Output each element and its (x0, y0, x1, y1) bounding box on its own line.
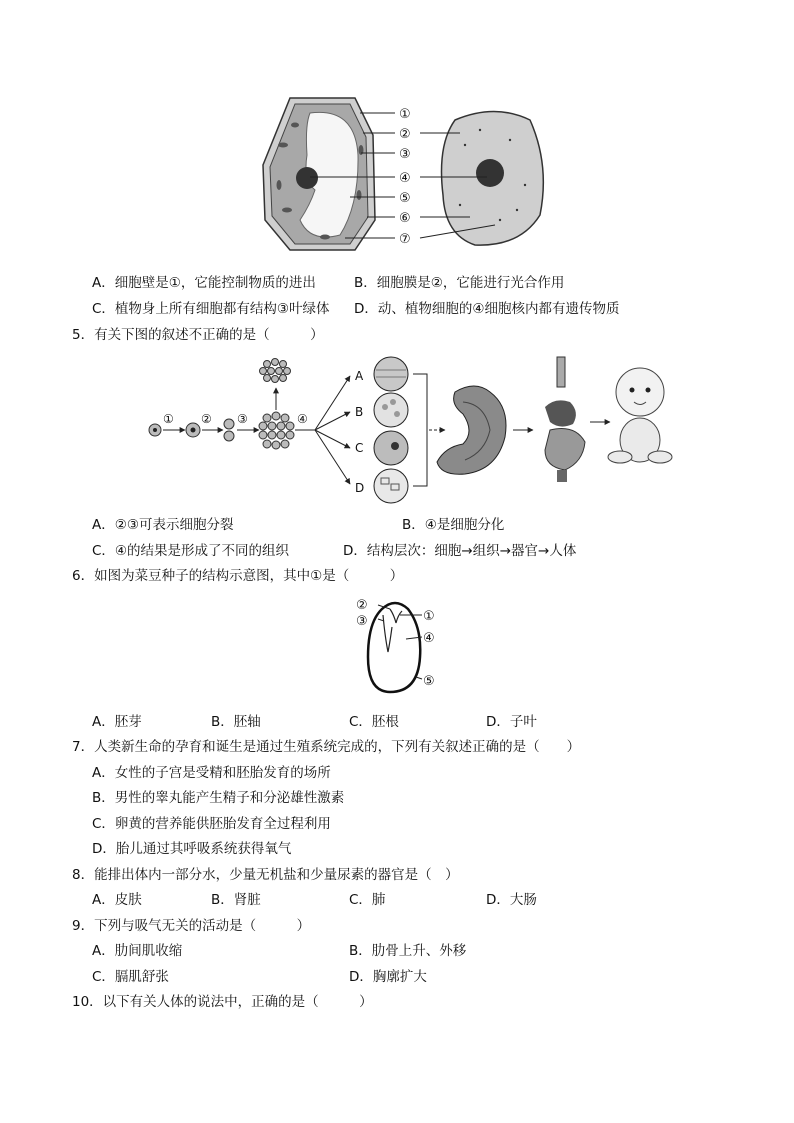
seed-label-5: ⑤ (423, 674, 435, 689)
arrow (315, 376, 350, 430)
q8-option-a: A．皮肤 (92, 892, 142, 908)
cytoplasm-dot (499, 219, 501, 221)
branch-label-a: A (355, 369, 364, 383)
tissue-c (374, 431, 408, 465)
cell-label-4: ④ (399, 171, 411, 186)
q5-option-a: A．②③可表示细胞分裂 (92, 517, 234, 533)
cell-label-5: ⑤ (399, 191, 411, 206)
cytoplasm-dot (479, 129, 481, 131)
cytoplasm-dot (509, 139, 511, 141)
arrow (315, 430, 350, 484)
two-cells (224, 431, 234, 441)
q10-stem: 10．以下有关人体的说法中，正确的是（ ） (72, 994, 373, 1010)
q7-option-a: A．女性的子宫是受精和胚胎发育的场所 (92, 765, 331, 781)
q7-stem: 7．人类新生命的孕育和诞生是通过生殖系统完成的，下列有关叙述正确的是（ ） (72, 739, 581, 755)
baby-figure (608, 368, 672, 463)
q5-stem: 5．有关下图的叙述不正确的是（ ） (72, 327, 324, 343)
two-cells (224, 419, 234, 429)
q4-option-d: D．动、植物细胞的④细胞核内都有遗传物质 (354, 301, 620, 317)
cytoplasm-dot (516, 209, 518, 211)
digestive-system (545, 357, 585, 482)
q5-option-b: B．④是细胞分化 (402, 517, 505, 533)
tissue-texture (390, 399, 396, 405)
cell-label-7: ⑦ (399, 232, 411, 247)
q4-option-c: C．植物身上所有细胞都有结构③叶绿体 (92, 301, 330, 317)
cytoplasm-dot (464, 144, 466, 146)
seed-label-3: ③ (356, 614, 368, 629)
q7-option-d: D．胎儿通过其呼吸系统获得氧气 (92, 841, 292, 857)
tissue-b (374, 393, 408, 427)
tissue-texture (382, 404, 388, 410)
chloroplast (320, 235, 330, 240)
seed-label-4: ④ (423, 631, 435, 646)
cell-cluster (259, 412, 294, 449)
q9-option-a: A．肋间肌收缩 (92, 943, 183, 959)
embryo-bud (390, 609, 402, 623)
cell-comparison-figure (255, 95, 555, 255)
tissue-texture (394, 411, 400, 417)
q6-option-a: A．胚芽 (92, 714, 142, 730)
q6-option-c: C．胚根 (349, 714, 399, 730)
step-label-4: ④ (297, 412, 308, 426)
chloroplast (282, 208, 292, 213)
cytoplasm-dot (459, 204, 461, 206)
q6-option-b: B．胚轴 (211, 714, 261, 730)
q6-stem: 6．如图为菜豆种子的结构示意图，其中①是（ ） (72, 568, 404, 584)
step-label-3: ③ (237, 412, 248, 426)
q9-stem: 9．下列与吸气无关的活动是（ ） (72, 918, 311, 934)
q5-option-d: D．结构层次：细胞→组织→器官→人体 (343, 543, 577, 559)
q7-option-b: B．男性的睾丸能产生精子和分泌雄性激素 (92, 790, 345, 806)
branch-label-c: C (355, 441, 364, 455)
chloroplast (278, 143, 288, 148)
cell-cluster-top (260, 359, 291, 383)
step-label-1: ① (163, 412, 174, 426)
tissue-texture (391, 442, 399, 450)
cytoplasm-dot (524, 184, 526, 186)
cell-label-3: ③ (399, 147, 411, 162)
bracket (413, 374, 427, 486)
q8-option-b: B．肾脏 (211, 892, 261, 908)
q4-option-b: B．细胞膜是②，它能进行光合作用 (354, 275, 565, 291)
q8-option-d: D．大肠 (486, 892, 537, 908)
seed-label-2: ② (356, 598, 368, 613)
q9-option-c: C．膈肌舒张 (92, 969, 169, 985)
q8-stem: 8．能排出体内一部分水，少量无机盐和少量尿素的器官是（ ） (72, 867, 459, 883)
cell-nucleus (153, 428, 157, 432)
leader-line (416, 677, 422, 679)
cell-label-1: ① (399, 107, 411, 122)
step-label-2: ② (201, 412, 212, 426)
bean-seed-figure (350, 597, 450, 697)
stomach-organ (437, 386, 506, 474)
tissue-a (374, 357, 408, 391)
seed-label-1: ① (423, 609, 435, 624)
cell-nucleus (191, 428, 196, 433)
q8-option-c: C．肺 (349, 892, 386, 908)
animal-nucleus (476, 159, 504, 187)
cell-label-6: ⑥ (399, 211, 411, 226)
chloroplast (291, 123, 299, 128)
chloroplast (277, 180, 282, 190)
development-figure (145, 352, 675, 507)
embryo (383, 615, 392, 652)
branch-label-b: B (355, 405, 364, 419)
branch-label-d: D (355, 481, 365, 495)
q5-option-c: C．④的结果是形成了不同的组织 (92, 543, 290, 559)
q9-option-b: B．肋骨上升、外移 (349, 943, 467, 959)
cell-label-2: ② (399, 127, 411, 142)
q6-option-d: D．子叶 (486, 714, 537, 730)
q7-option-c: C．卵黄的营养能供胚胎发育全过程利用 (92, 816, 331, 832)
q4-option-a: A．细胞壁是①，它能控制物质的进出 (92, 275, 316, 291)
q9-option-d: D．胸廓扩大 (349, 969, 427, 985)
chloroplast (357, 190, 362, 200)
plant-nucleus (296, 167, 318, 189)
